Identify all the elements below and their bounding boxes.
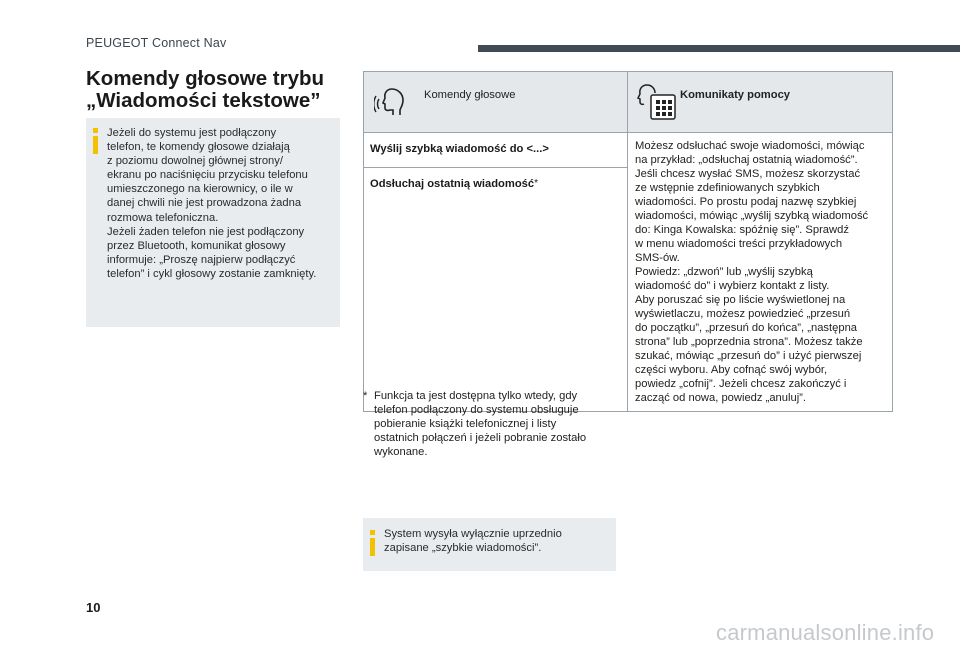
info-icon: [92, 128, 99, 154]
voice-commands-table: [363, 71, 893, 412]
header-bar: [478, 45, 960, 52]
header-help-messages-label: Komunikaty pomocy: [680, 89, 791, 101]
footnote-star: *: [363, 390, 368, 402]
header-voice-commands-label: Komendy głosowe: [424, 89, 516, 101]
section-title-line-1: Komendy głosowe trybu: [86, 67, 325, 90]
voice-command-icon: [374, 85, 408, 119]
command-listen-last-message: Odsłuchaj ostatnią wiadomość*: [364, 168, 628, 412]
info-icon: [369, 530, 376, 556]
info-note-2-text: System wysyła wyłącznie uprzednio zapisane „szybkie wiadomości”.: [384, 528, 562, 555]
header-voice-commands: [364, 72, 628, 133]
info-note-text: Jeżeli do systemu jest podłączony telefon, te komendy głosowe działają z poziomu dowolnej głównej strony/ ekranu po naciśnięciu przycisku telefonu umieszczonego na kierownicy, o ile w danej chwili nie jest prowadzona żadna rozmowa telefoniczna. Jeżeli żaden telefon nie jest podłączony przez Bluetooth, komunikat głosowy informuje: „Proszę najpierw podłączyć telefon” i cykl głosowy zostanie zamknięty.: [107, 127, 317, 280]
info-note-box: [86, 118, 340, 327]
section-title-line-2: „Wiadomości tekstowe”: [86, 89, 321, 112]
section-title: [86, 68, 346, 112]
page-number: 10: [86, 600, 101, 615]
table-header-row: [364, 72, 893, 133]
watermark: carmanualsonline.info: [716, 620, 935, 645]
header-help-messages: [628, 72, 893, 133]
table-row: [364, 133, 893, 168]
footnote-marker: *: [534, 178, 539, 189]
command-send-quick-message: Wyślij szybką wiadomość do <...>: [364, 133, 628, 168]
footnote-text: Funkcja ta jest dostępna tylko wtedy, gdy telefon podłączony do systemu obsługuje pobieranie książki telefonicznej i listy ostatnich połączeń i jeżeli pobranie zostało wykonane.: [374, 390, 587, 459]
info-note-box-2: [363, 518, 616, 571]
header-brand: PEUGEOT Connect Nav: [86, 36, 227, 50]
help-text-cell: Możesz odsłuchać swoje wiadomości, mówiąc na przykład: „odsłuchaj ostatnią wiadomość”. Jeśli chcesz wysłać SMS, możesz skorzystać ze wstępnie zdefiniowanych szybkich wiadomości. Po prostu podaj nazwę szybkiej wiadomości, mówiąc „wyślij szybką wiadomość do: Kinga Kowalska: spóźnię się”. Sprawdź w menu wiadomości treści przykładowych SMS-ów. Powiedz: „dzwoń” lub „wyślij szybką wiadomość do” i wybierz kontakt z listy. Aby poruszać się po liście wyświetlonej na wyświetlaczu, możesz powiedzieć „przesuń do początku”, „przesuń do końca”, „następna strona” lub „poprzednia strona”. Możesz także szukać, mówiąc „przesuń do” i użyć pierwszej części wyboru. Aby cofnąć swój wybór, powiedz „cofnij”. Jeżeli chcesz zakończyć i zacząć od nowa, powiedz „anuluj”.: [628, 133, 893, 412]
footnote: [363, 389, 613, 459]
help-message-icon: [636, 82, 680, 122]
